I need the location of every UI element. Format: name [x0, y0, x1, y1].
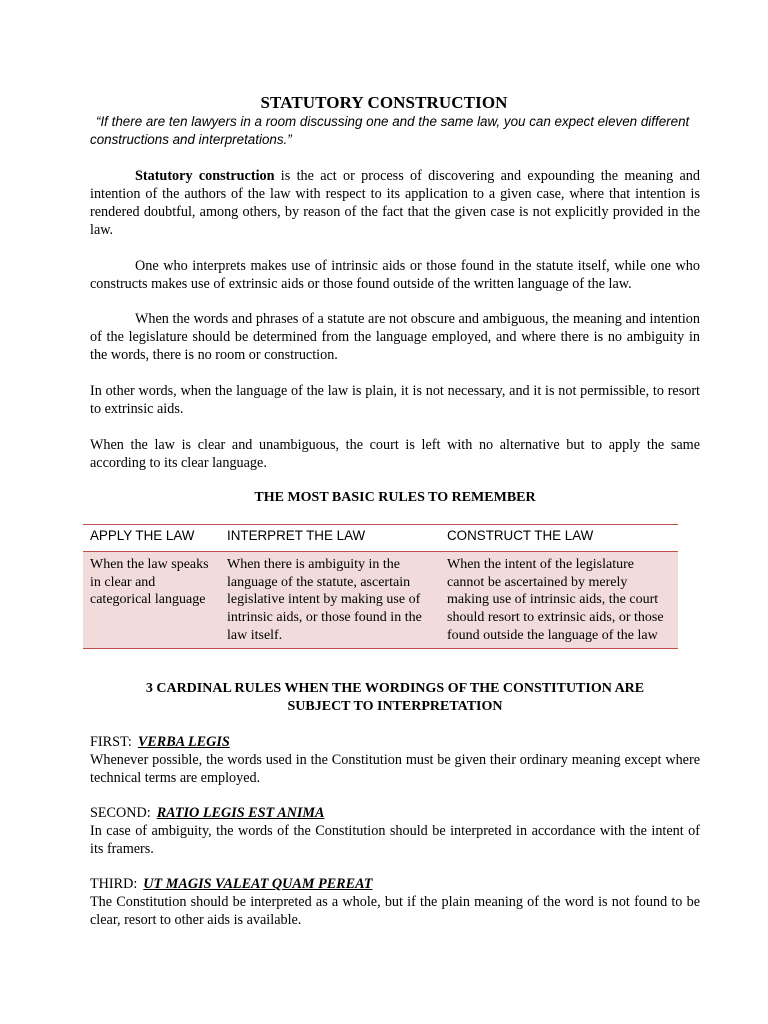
- header-construct-the-law: CONSTRUCT THE LAW: [440, 525, 678, 552]
- rules-table-header-row: [83, 525, 678, 552]
- rule-ordinal: THIRD:: [90, 876, 138, 892]
- rule-name: RATIO LEGIS EST ANIMA: [156, 805, 325, 821]
- cell-construct-the-law: When the intent of the legislature cannot be ascertained by merely making use of intrinsic aids, the court should resort to extrinsic aids, or those found outside the language of the law: [440, 551, 678, 648]
- quote-line-1: “If there are ten lawyers in a room discussing one and the same law, you can expect eleven different: [96, 114, 690, 129]
- rule-second-label: [90, 804, 325, 822]
- definition-term: Statutory construction: [135, 168, 275, 184]
- cardinal-rules-heading: [90, 680, 700, 716]
- basic-rules-table: [83, 524, 678, 649]
- cardinal-heading-line-1: 3 CARDINAL RULES WHEN THE WORDINGS OF THE CONSTITUTION ARE: [145, 681, 645, 696]
- rule-second-text: In case of ambiguity, the words of the Constitution should be interpreted in accordance with the intent of its framers.: [90, 823, 700, 857]
- paragraph-plain-meaning: When the words and phrases of a statute are not obscure and ambiguous, the meaning and intention of the legislature should be determined from the language employed, and where there is no ambiguity in the words, there is no room or construction.: [90, 311, 700, 363]
- rule-first-label: [90, 733, 230, 751]
- rule-first-text: Whenever possible, the words used in the Constitution must be given their ordinary meaning except where technical terms are employed.: [90, 752, 700, 786]
- paragraph-no-extrinsic-aids: In other words, when the language of the law is plain, it is not necessary, and it is not permissible, to resort to extrinsic aids.: [90, 383, 700, 417]
- opening-quote: [90, 113, 702, 148]
- document-title: STATUTORY CONSTRUCTION: [260, 93, 508, 112]
- rule-ordinal: SECOND:: [90, 805, 151, 821]
- rule-third-text: The Constitution should be interpreted as a whole, but if the plain meaning of the word is not found to be clear, resort to other aids is available.: [90, 894, 700, 928]
- basic-rules-heading: THE MOST BASIC RULES TO REMEMBER: [254, 490, 536, 505]
- rule-name: VERBA LEGIS: [137, 734, 230, 750]
- paragraph-clear-law: When the law is clear and unambiguous, the court is left with no alternative but to apply the same according to its clear language.: [90, 437, 700, 471]
- definition-paragraph: [90, 167, 700, 239]
- definition-text: is the act or process of discovering and expounding the meaning and intention of the authors of the law with respect to its application to a given case, where that intention is rendered doubtful, among others, by reason of the fact that the given case is not explicitly provided in the law.: [90, 168, 700, 238]
- header-apply-the-law: APPLY THE LAW: [83, 525, 220, 552]
- header-interpret-the-law: INTERPRET THE LAW: [220, 525, 440, 552]
- cell-interpret-the-law: When there is ambiguity in the language of the statute, ascertain legislative intent by making use of intrinsic aids, or those found in the law itself.: [220, 551, 440, 648]
- rule-name: UT MAGIS VALEAT QUAM PEREAT: [143, 876, 373, 892]
- quote-line-2: constructions and interpretations.”: [90, 131, 292, 147]
- rule-ordinal: FIRST:: [90, 734, 132, 750]
- rule-third-label: [90, 875, 372, 893]
- cell-apply-the-law: When the law speaks in clear and categorical language: [83, 551, 220, 648]
- table-row: [83, 551, 678, 648]
- cardinal-heading-line-2: SUBJECT TO INTERPRETATION: [287, 699, 503, 714]
- paragraph-intrinsic-extrinsic: One who interprets makes use of intrinsic aids or those found in the statute itself, while one who constructs makes use of extrinsic aids or those found outside of the written language of the law.: [90, 258, 700, 292]
